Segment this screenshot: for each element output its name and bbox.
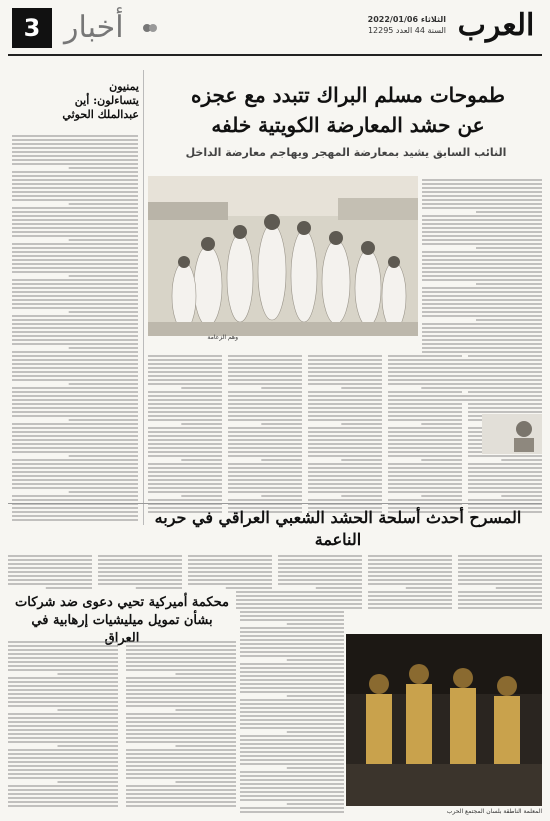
story3-body-text bbox=[8, 640, 236, 810]
issue-number: السنة 44 العدد 12295 bbox=[367, 26, 446, 35]
issue-date: الثلاثاء 2022/01/06 bbox=[367, 15, 446, 24]
lead-headline: طموحات مسلم البراك تتبدد مع عجزه عن حشد المعارضة الكويتية خلفه bbox=[191, 83, 505, 137]
page-number: 3 bbox=[12, 8, 52, 48]
lead-subhead: النائب السابق يشيد بمعارضة المهجر ويهاجم معارضة الداخل bbox=[185, 146, 507, 159]
masthead bbox=[8, 6, 542, 56]
sidebar-headline: يمنيون يتساءلون: أين عبدالملك الحوثي bbox=[62, 80, 139, 121]
sidebar-story bbox=[8, 70, 144, 525]
story3-photo-caption: المعلمة الناطقة بلسان المجتمع الحرب bbox=[446, 808, 542, 815]
middle-column-text bbox=[240, 590, 344, 814]
newspaper-logo: العرب bbox=[457, 8, 535, 43]
publication-meta bbox=[368, 14, 446, 36]
story2-headline: المسرح أحدث أسلحة الحشد الشعبي العراقي في حربه الناعمة bbox=[154, 508, 522, 549]
story3-photo bbox=[346, 634, 542, 806]
author-photo bbox=[482, 414, 542, 454]
section-name: أخبار bbox=[64, 10, 124, 45]
story3-headline: محكمة أميركية تحيي دعوى ضد شركات بشأن تمويل ميليشيات إرهابية في العراق bbox=[15, 595, 229, 646]
sidebar-body-text bbox=[8, 70, 144, 525]
lead-photo bbox=[148, 176, 418, 336]
lead-photo-caption: وهم الزعامة bbox=[207, 334, 238, 341]
section-divider bbox=[8, 503, 542, 504]
section-icon bbox=[142, 20, 158, 36]
